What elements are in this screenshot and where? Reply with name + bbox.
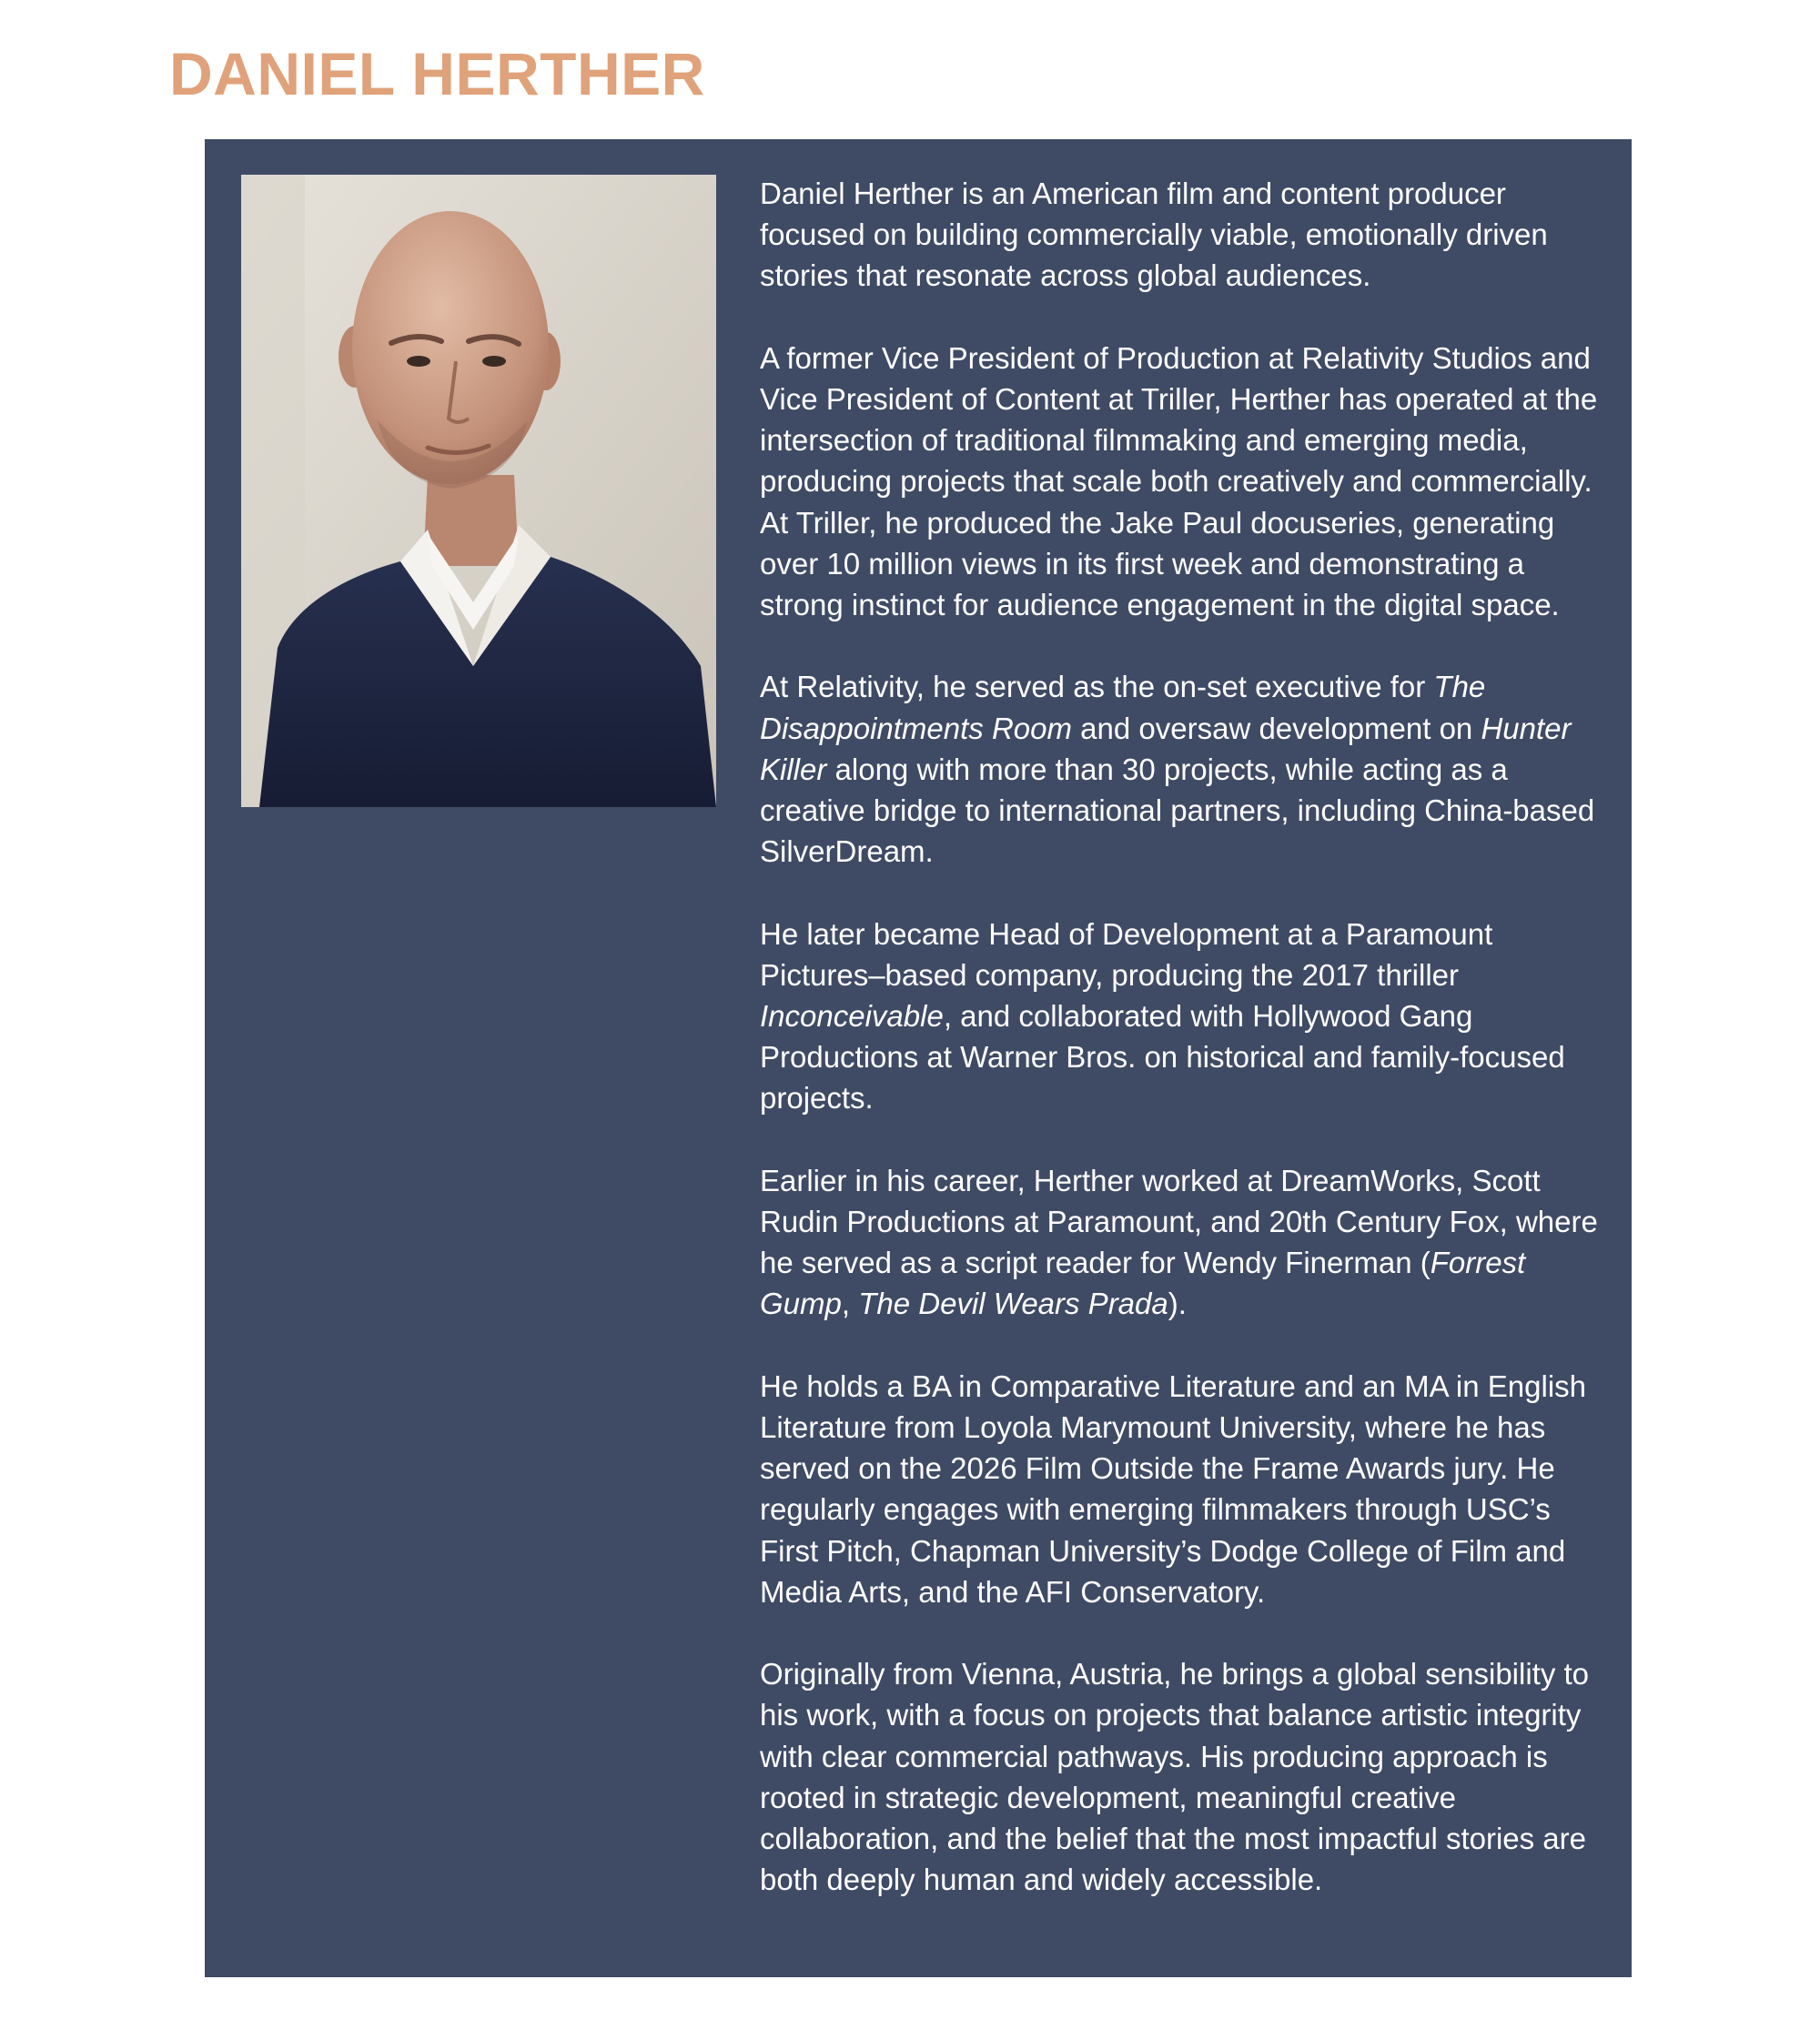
text-span: along with more than 30 projects, while acting as a creative bridge to international partners, including China-based SilverDream. <box>760 752 1595 869</box>
text-span: ). <box>1168 1287 1187 1321</box>
bio-paragraph-education: He holds a BA in Comparative Literature and an MA in English Literature from Loyola Marymount University, where he has served on the 2026 Film Outside the Frame Awards jury. He regularly engages with emerging filmmakers through USC’s First Pitch, Chapman University’s Dodge College of Film and Media Arts, and the AFI Conservatory. <box>760 1368 1587 1609</box>
bio-paragraph-origin: Originally from Vienna, Austria, he brings a global sensibility to his work, with a focus on projects that balance artistic integrity with clear commercial pathways. His producing approach is rooted in strategic development, meaningful creative collaboration, and the belief that the most impactful stories are both deeply human and widely accessible. <box>760 1657 1590 1897</box>
text-span: At Relativity, he served as the on-set executive for <box>760 670 1434 704</box>
bio-paragraph-triller: A former Vice President of Production at Relativity Studios and Vice President of Content at Triller, Herther has operated at the intersection of traditional filmmaking and emerging media, producing projects that scale both creatively and commercially. At Triller, he produced the Jake Paul docuseries, generating over 10 million views in its first week and demonstrating a strong instinct for audience engagement in the digital space. <box>760 340 1598 622</box>
text-span: He later became Head of Development at a Paramount Pictures–based company, producing the 2017 thriller <box>760 916 1493 992</box>
film-title: Hunter Killer <box>760 711 1572 786</box>
portrait-icon <box>241 175 716 807</box>
bio-text <box>760 173 1615 1900</box>
text-span: Earlier in his career, Herther worked at DreamWorks, Scott Rudin Productions at Paramount, and 20th Century Fox, where he served as a script reader for Wendy Finerman ( <box>760 1163 1598 1280</box>
page-title: DANIEL HERTHER <box>169 40 705 107</box>
bio-paragraph-relativity <box>760 666 1615 872</box>
text-span: and oversaw development on <box>1072 711 1481 745</box>
portrait-photo <box>241 175 716 807</box>
text-span: , <box>841 1287 859 1321</box>
bio-paragraph-intro: Daniel Herther is an American film and content producer focused on building commercially viable, emotionally driven stories that resonate across global audiences. <box>760 177 1548 293</box>
film-title: The Disappointments Room <box>760 670 1486 745</box>
text-span: , and collaborated with Hollywood Gang Productions at Warner Bros. on historical and family-focused projects. <box>760 999 1565 1116</box>
bio-paragraph-paramount <box>760 914 1615 1119</box>
bio-panel <box>205 139 1632 1977</box>
film-title: Forrest Gump <box>760 1246 1526 1321</box>
film-title: The Devil Wears Prada <box>858 1287 1168 1321</box>
bio-paragraph-early-career <box>760 1160 1615 1325</box>
film-title: Inconceivable <box>760 999 944 1034</box>
